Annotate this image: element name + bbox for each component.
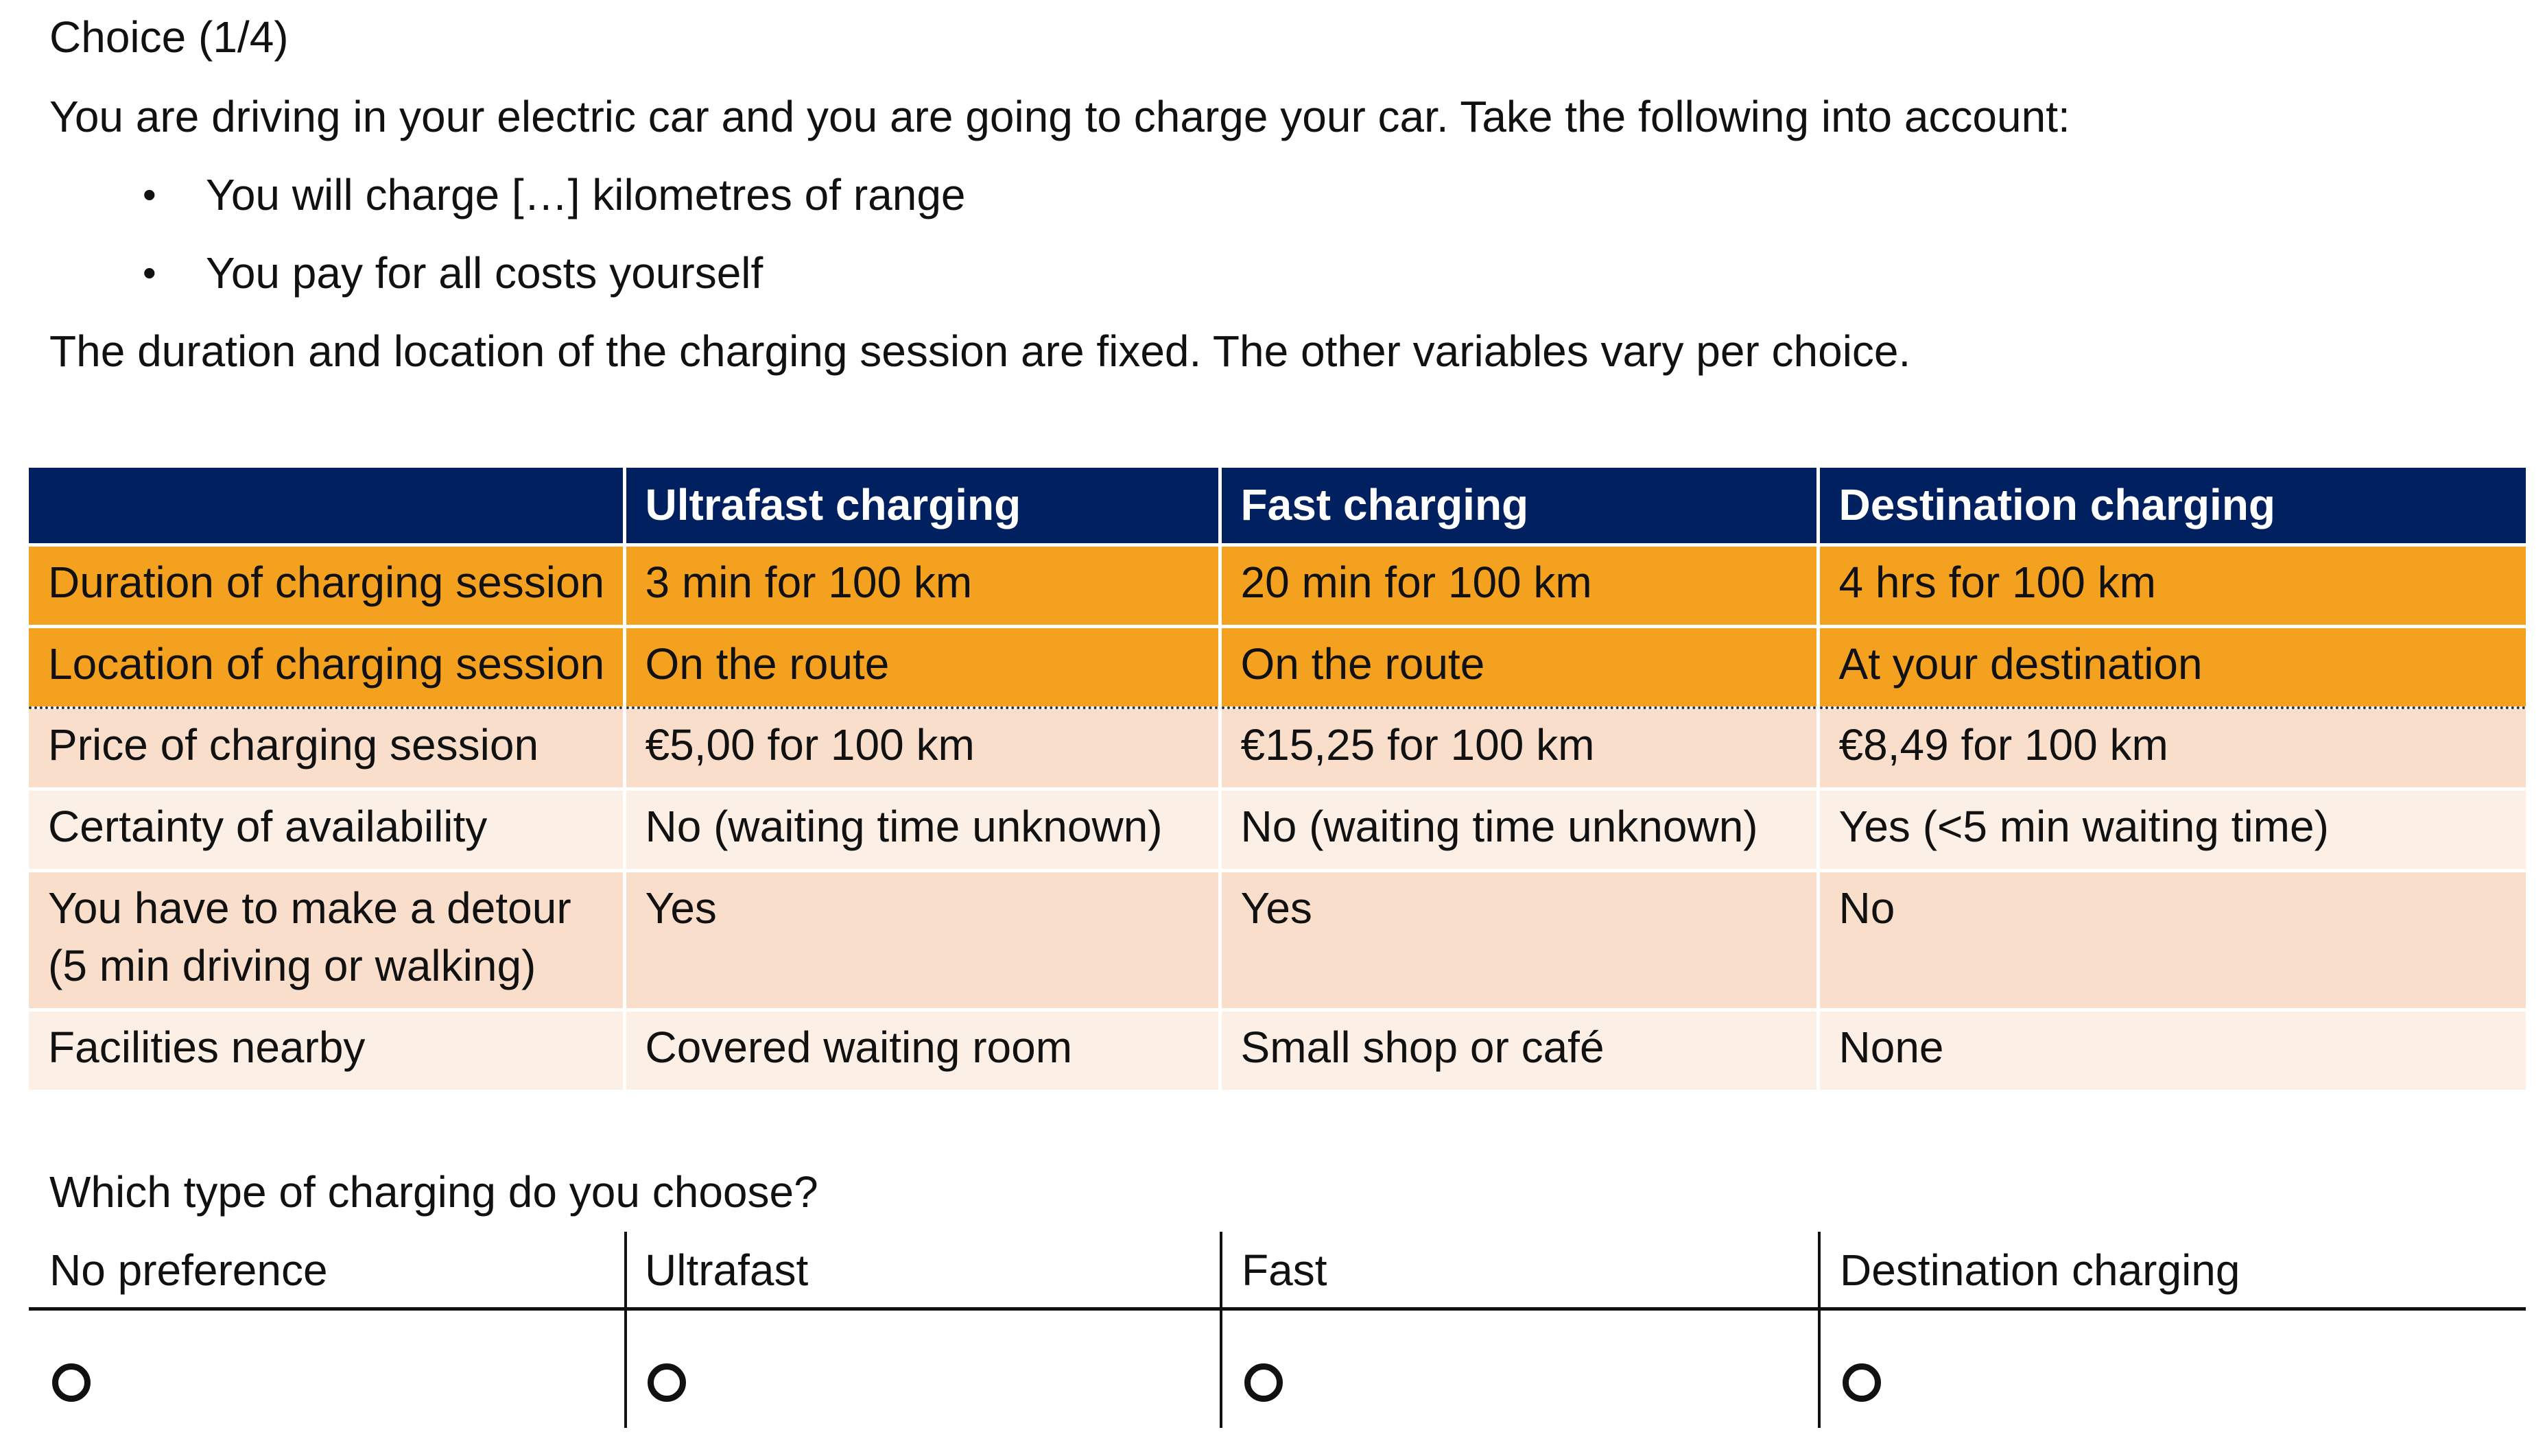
- row-label: Location of charging session: [29, 627, 624, 708]
- fixed-variables-note: The duration and location of the charging session are fixed. The other variables vary per choice.: [49, 326, 1911, 376]
- charging-options-table: [29, 468, 2526, 1090]
- bullet-range: You will charge […] kilometres of range: [206, 170, 966, 219]
- header-fast: Fast charging: [1220, 468, 1818, 545]
- cell-ultrafast: On the route: [624, 627, 1220, 708]
- table-header-row: [29, 468, 2526, 545]
- answer-divider-vertical: [1818, 1232, 1821, 1428]
- cell-fast: No (waiting time unknown): [1220, 789, 1818, 871]
- cell-ultrafast: Covered waiting room: [624, 1010, 1220, 1090]
- row-label: Price of charging session: [29, 708, 624, 789]
- row-label: Facilities nearby: [29, 1010, 624, 1090]
- cell-ultrafast: No (waiting time unknown): [624, 789, 1220, 871]
- choice-heading: Choice (1/4): [49, 12, 289, 62]
- cell-destination: €8,49 for 100 km: [1818, 708, 2526, 789]
- cell-fast: Small shop or café: [1220, 1010, 1818, 1090]
- radio-fast[interactable]: [1244, 1363, 1283, 1402]
- table-row-detour: [29, 871, 2526, 1010]
- cell-destination: Yes (<5 min waiting time): [1818, 789, 2526, 871]
- answer-divider-vertical: [1220, 1232, 1222, 1428]
- table-row-location: [29, 627, 2526, 708]
- table-row-availability: [29, 789, 2526, 871]
- answer-label-destination: Destination charging: [1840, 1245, 2240, 1295]
- cell-destination: No: [1818, 871, 2526, 1010]
- radio-destination[interactable]: [1843, 1363, 1881, 1402]
- answer-label-fast: Fast: [1242, 1245, 1327, 1295]
- answer-label-ultrafast: Ultrafast: [645, 1245, 809, 1295]
- table-row-duration: [29, 545, 2526, 627]
- bullet-dot-icon: •: [143, 251, 156, 294]
- row-label-line2: (5 min driving or walking): [48, 941, 536, 990]
- cell-ultrafast: 3 min for 100 km: [624, 545, 1220, 627]
- cell-fast: 20 min for 100 km: [1220, 545, 1818, 627]
- header-destination: Destination charging: [1818, 468, 2526, 545]
- answer-divider-horizontal: [29, 1307, 2526, 1311]
- radio-no-preference[interactable]: [52, 1363, 91, 1402]
- bullet-dot-icon: •: [143, 173, 156, 216]
- answer-label-no-preference: No preference: [49, 1245, 328, 1295]
- row-label: Duration of charging session: [29, 545, 624, 627]
- cell-destination: None: [1818, 1010, 2526, 1090]
- radio-ultrafast[interactable]: [648, 1363, 686, 1402]
- cell-fast: €15,25 for 100 km: [1220, 708, 1818, 789]
- answer-divider-vertical: [624, 1232, 627, 1428]
- cell-ultrafast: Yes: [624, 871, 1220, 1010]
- question-text: Which type of charging do you choose?: [49, 1167, 818, 1217]
- cell-destination: 4 hrs for 100 km: [1818, 545, 2526, 627]
- table-row-facilities: [29, 1010, 2526, 1090]
- row-label: [29, 871, 624, 1010]
- bullet-costs: You pay for all costs yourself: [206, 248, 764, 298]
- table-row-price: [29, 708, 2526, 789]
- cell-destination: At your destination: [1818, 627, 2526, 708]
- cell-ultrafast: €5,00 for 100 km: [624, 708, 1220, 789]
- intro-text: You are driving in your electric car and you are going to charge your car. Take the following into account:: [49, 92, 2070, 141]
- cell-fast: On the route: [1220, 627, 1818, 708]
- cell-fast: Yes: [1220, 871, 1818, 1010]
- row-label: Certainty of availability: [29, 789, 624, 871]
- row-label-line1: You have to make a detour: [48, 883, 571, 933]
- header-empty-cell: [29, 468, 624, 545]
- header-ultrafast: Ultrafast charging: [624, 468, 1220, 545]
